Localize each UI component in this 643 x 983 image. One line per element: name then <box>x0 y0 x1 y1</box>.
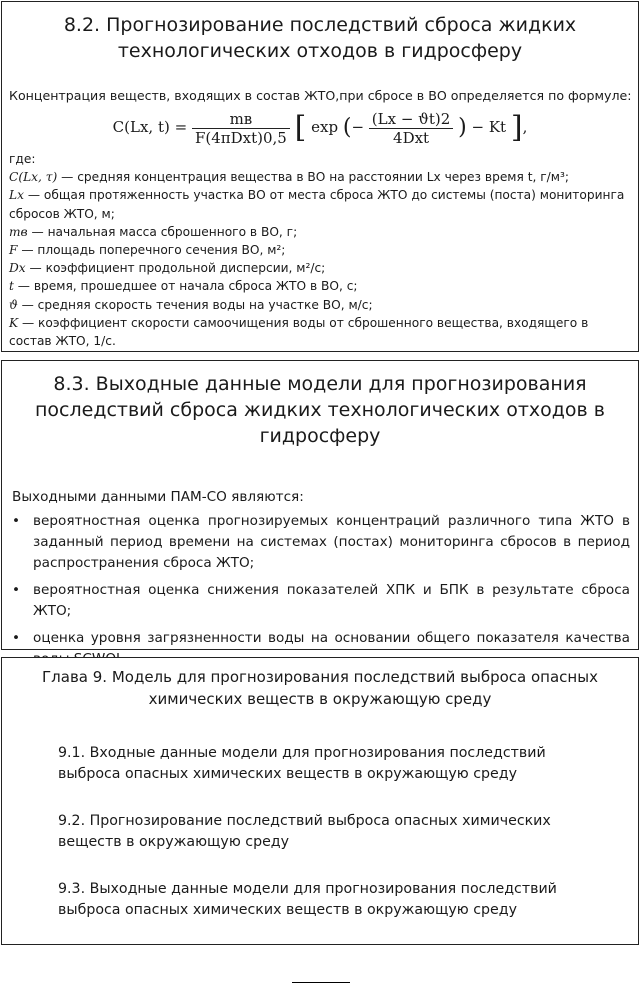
exp-denominator: 4Dxt <box>393 128 430 147</box>
output-lead: Выходными данными ПАМ-СО являются: <box>12 489 304 505</box>
list-item: • оценка уровня загрязненности воды на основании общего показателя качества <box>12 628 630 670</box>
section-item-9-2: 9.2. Прогнозирование последствий выброса опасных химических веществ в окружающую среду <box>58 813 551 850</box>
definitions-list <box>9 150 638 350</box>
exp-fraction <box>369 110 454 147</box>
definition-row: Dx — коэффициент продольной дисперсии, м²/с; <box>9 261 326 276</box>
list-item: • вероятностная оценка снижения показателей ХПК и БПК в результате сброса ЖТО; <box>12 580 630 622</box>
section-item-9-1: 9.1. Входные данные модели для прогнозирования последствий выброса опасных химических веществ в окружающую среду <box>58 745 546 782</box>
concentration-formula: C(Lx, t) = $\frac{mв}{\text{F(4πDxt)0,5}}$ [ exp (− $\frac{(Lx - ϑt)2}{\text{4Dxt}}$ ) − Kt ], <box>112 109 528 147</box>
formula-lhs: C(Lx, t) = <box>112 118 188 136</box>
where-label: где: <box>9 152 36 166</box>
definition-row: Lx — общая протяженность участка ВО от места сброса ЖТО до системы (поста) мониторинга сбросов ЖТО, м; <box>9 188 625 221</box>
bracket-close: ] <box>510 110 523 145</box>
section-item-9-3: 9.3. Выходные данные модели для прогнозирования последствий выброса опасных химических веществ в окружающую среду <box>58 881 557 918</box>
bracket-open: [ <box>294 110 307 145</box>
slide-title: 8.2. Прогнозирование последствий сброса жидких технологических отходов в гидросферу <box>63 14 577 62</box>
formula-exp: exp <box>311 118 339 136</box>
slide-chapter-9 <box>1 657 639 945</box>
slide-title: 8.3. Выходные данные модели для прогнозирования последствий сброса жидких технологических отходов в гидросферу <box>35 373 605 447</box>
definition-row: t — время, прошедшее от начала сброса ЖТО в ВО, с; <box>9 279 358 294</box>
formula-numerator: mв <box>192 110 290 129</box>
paren-close: ) <box>458 115 467 140</box>
definition-row: F — площадь поперечного сечения ВО, м²; <box>9 243 286 258</box>
definition-row: K — коэффициент скорости самоочищения воды от сброшенного вещества, входящего в состав ЖТО, 1/с. <box>9 315 589 349</box>
chapter-title: Глава 9. Модель для прогнозирования последствий выброса опасных химических веществ в окружающую среду <box>42 668 598 708</box>
formula-fraction <box>192 110 290 147</box>
definition-row: mв — начальная масса сброшенного в ВО, г; <box>9 224 298 239</box>
slide-8-2 <box>1 1 639 352</box>
output-list <box>2 511 638 670</box>
formula-denominator: F(4πDxt)0,5 <box>194 128 287 147</box>
list-item: • вероятностная оценка прогнозируемых концентраций различного типа ЖТО в заданный период времени на системах (постах) мониторинга сбросов в период распространения сброса ЖТО; <box>12 511 630 574</box>
formula-intro: Концентрация веществ, входящих в состав ЖТО,при сбросе в ВО определяется по формуле: <box>9 88 632 103</box>
paren-open: ( <box>342 115 352 140</box>
definition-row: ϑ — средняя скорость течения воды на участке ВО, м/с; <box>9 297 373 312</box>
formula-tail: − Kt <box>471 118 507 136</box>
definition-row: C(Lx, τ) — средняя концентрация вещества в ВО на расстоянии Lx через время t, г/м³; <box>9 170 569 185</box>
exp-numerator: (Lx − ϑt)2 <box>369 110 454 129</box>
slide-8-3 <box>1 360 639 650</box>
